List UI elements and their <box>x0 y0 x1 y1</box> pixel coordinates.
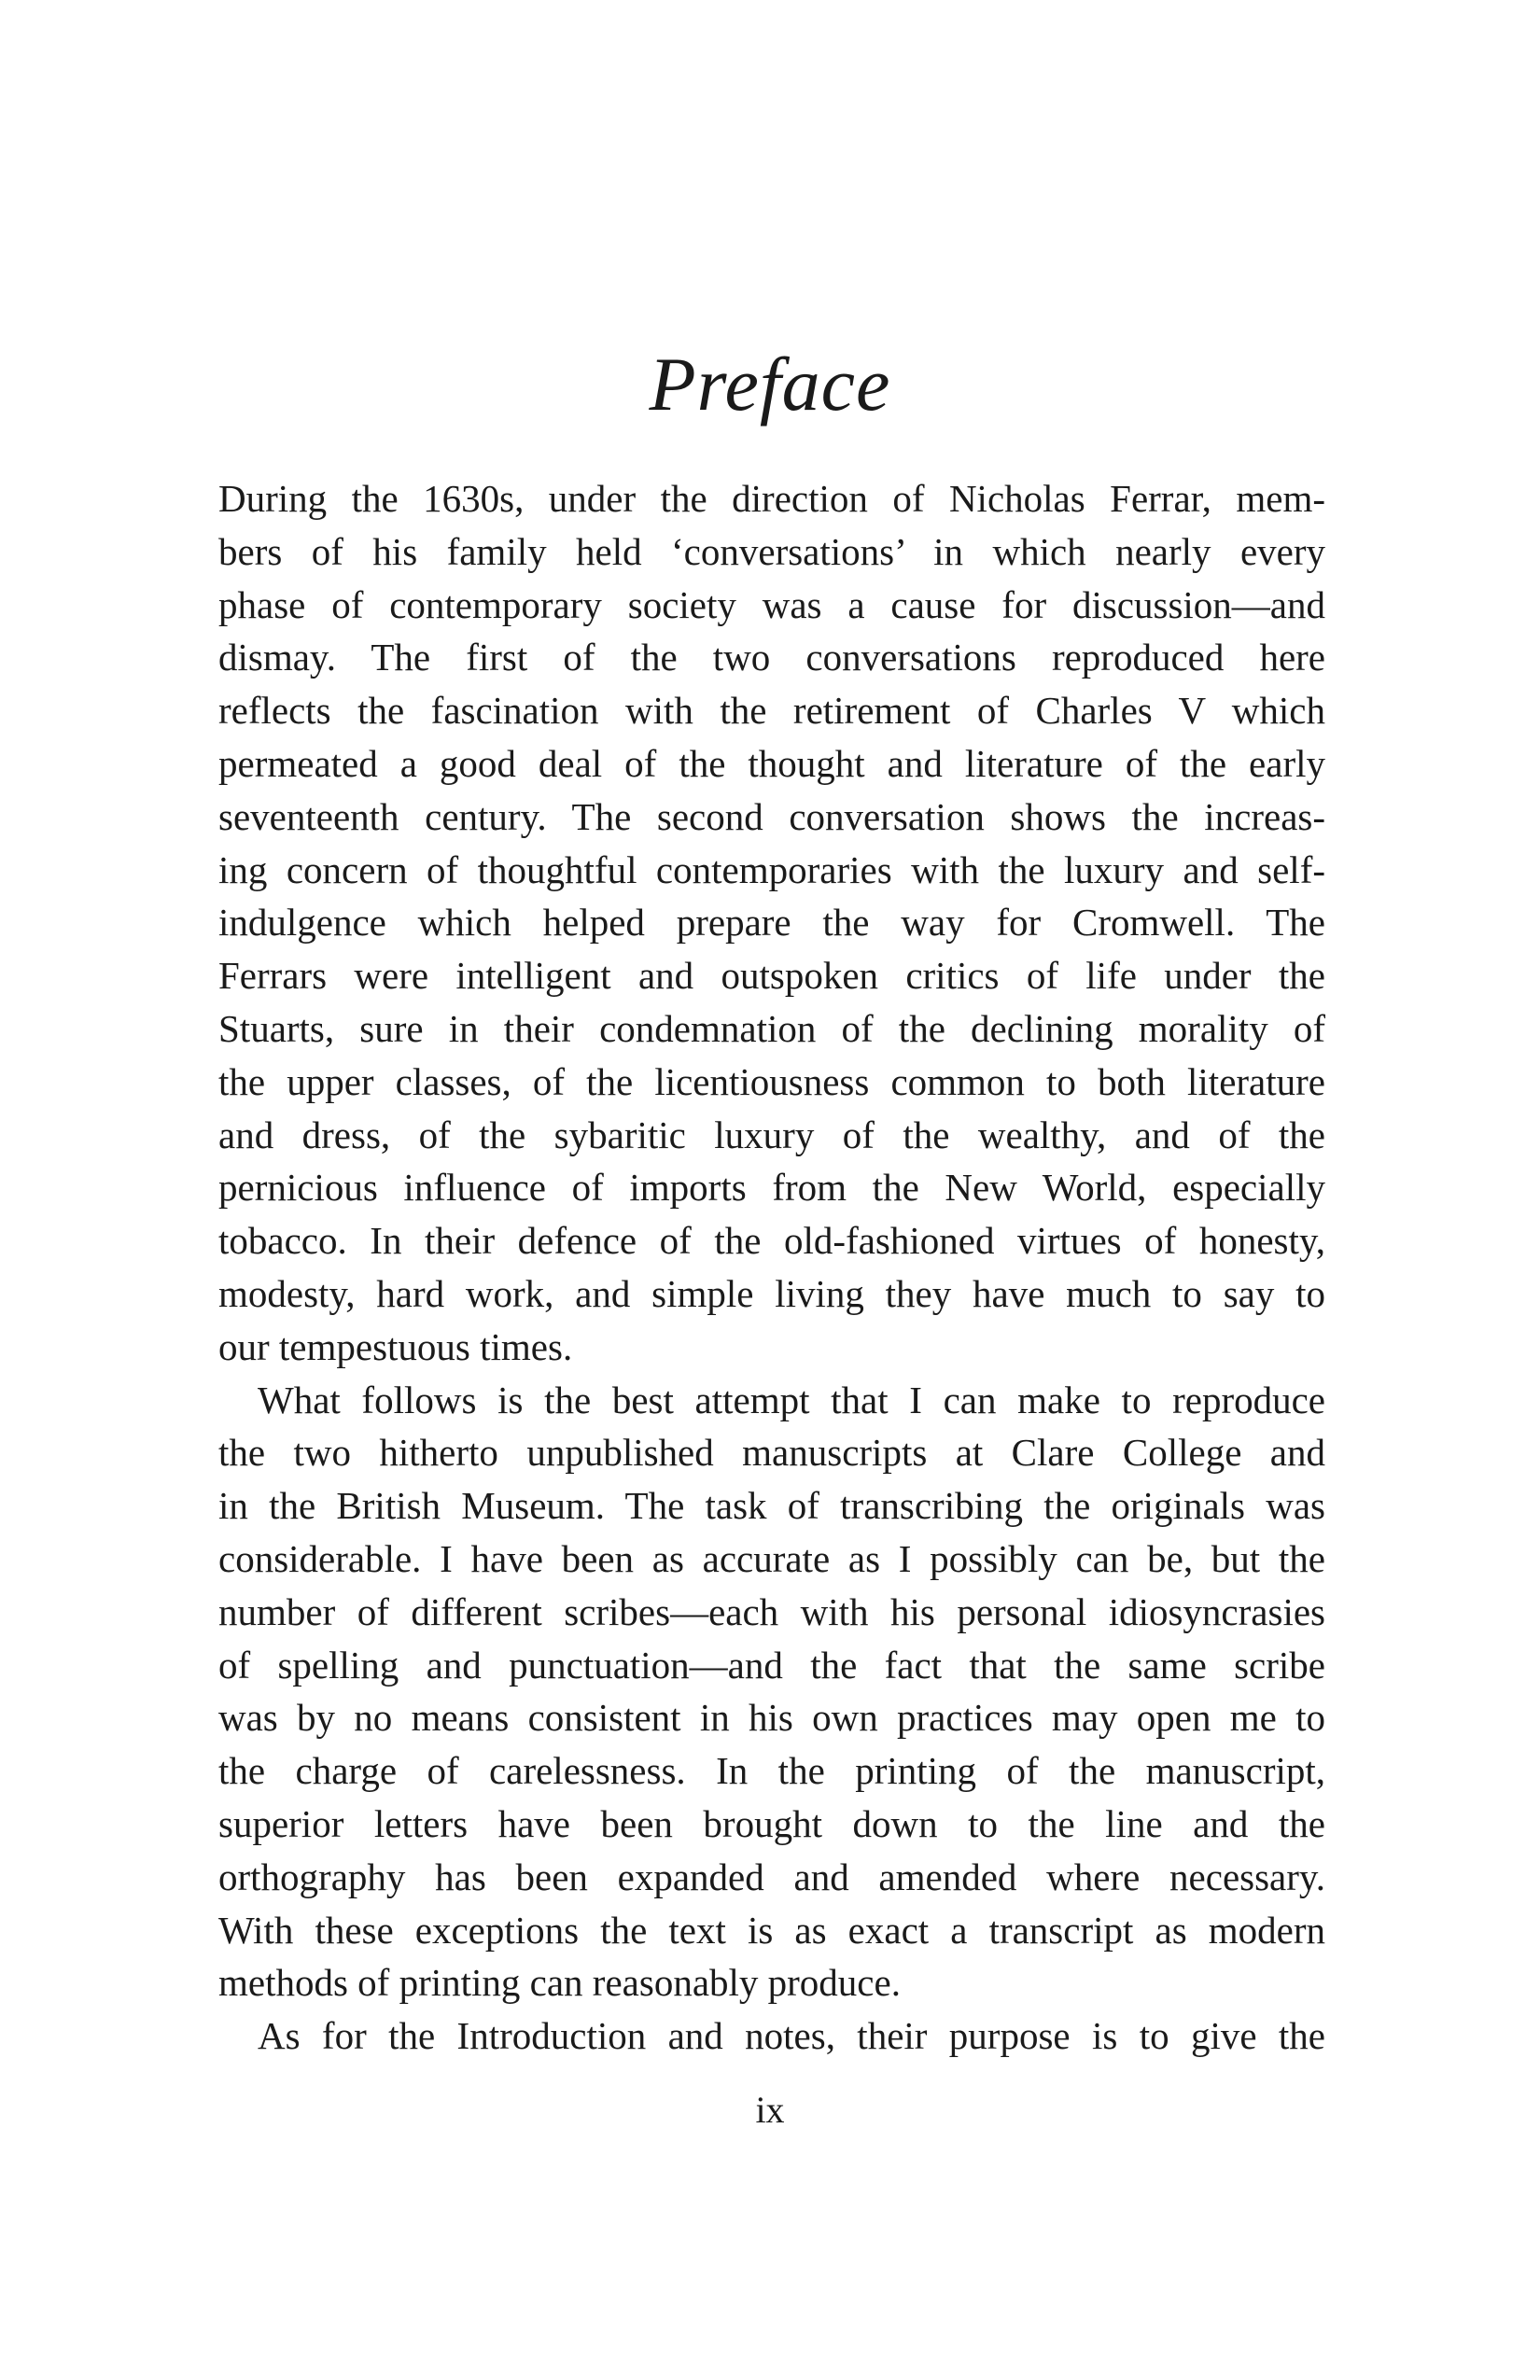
text-line: methods of printing can reasonably produce. <box>218 1961 901 2005</box>
text-line: was by no means consistent in his own practices may open me to <box>218 1696 1325 1740</box>
text-line: superior letters have been brought down to the line and the <box>218 1801 1325 1845</box>
text-line: dismay. The first of the two conversations reproduced here <box>218 636 1325 679</box>
text-line: Ferrars were intelligent and outspoken critics of life under the <box>218 954 1325 998</box>
text-line: bers of his family held ‘conversations’ in which nearly every <box>218 529 1325 573</box>
text-line: pernicious influence of imports from the New World, especially <box>218 1166 1325 1210</box>
text-line: orthography has been expanded and amended where necessary. <box>218 1855 1325 1898</box>
text-line: ing concern of thoughtful contemporaries with the luxury and self- <box>218 847 1325 891</box>
preface-body <box>218 472 1325 2063</box>
text-line: the two hitherto unpublished manuscripts at Clare College and <box>218 1431 1325 1475</box>
text-line: phase of contemporary society was a cause for discussion—and <box>218 582 1325 626</box>
page-number: ix <box>755 2089 785 2131</box>
text-line: and dress, of the sybaritic luxury of the wealthy, and of the <box>218 1113 1325 1156</box>
text-line: our tempestuous times. <box>218 1324 573 1368</box>
text-line: reflects the fascination with the retirement of Charles V which <box>218 689 1325 733</box>
text-line: During the 1630s, under the direction of Nicholas Ferrar, mem- <box>218 477 1325 520</box>
text-line: seventeenth century. The second conversation shows the increas- <box>218 794 1325 838</box>
text-line: What follows is the best attempt that I can make to reproduce <box>258 1378 1325 1421</box>
text-line: Stuarts, sure in their condemnation of the declining morality of <box>218 1006 1325 1050</box>
text-line: With these exceptions the text is as exact a transcript as modern <box>218 1908 1325 1952</box>
text-line: considerable. I have been as accurate as I possibly can be, but the <box>218 1536 1325 1580</box>
text-line: As for the Introduction and notes, their purpose is to give the <box>258 2014 1325 2058</box>
text-line: indulgence which helped prepare the way for Cromwell. The <box>218 901 1325 945</box>
text-line: the charge of carelessness. In the printing of the manuscript, <box>218 1749 1325 1793</box>
text-line: permeated a good deal of the thought and literature of the early <box>218 741 1325 785</box>
text-line: of spelling and punctuation—and the fact that the same scribe <box>218 1643 1325 1687</box>
text-line: the upper classes, of the licentiousness common to both literature <box>218 1059 1325 1103</box>
text-line: modesty, hard work, and simple living they have much to say to <box>218 1271 1325 1315</box>
text-line: number of different scribes—each with his personal idiosyncrasies <box>218 1589 1325 1633</box>
text-line: tobacco. In their defence of the old-fashioned virtues of honesty, <box>218 1219 1325 1263</box>
page-title: Preface <box>649 342 891 427</box>
text-line: in the British Museum. The task of transcribing the originals was <box>218 1484 1325 1528</box>
